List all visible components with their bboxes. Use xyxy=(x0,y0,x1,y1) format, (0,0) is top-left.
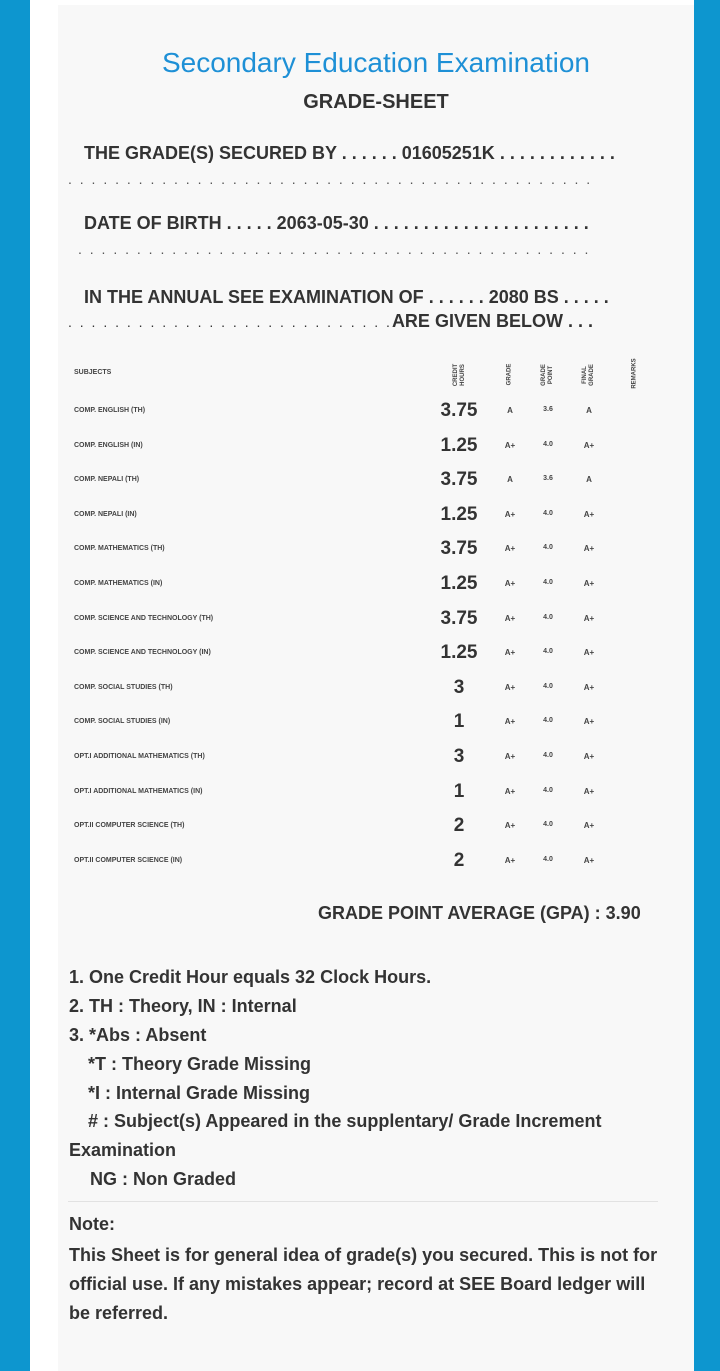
disclaimer-text: This Sheet is for general idea of grade(s) you secured. This is not for official use. If any mistakes appear; record at SEE Board ledger will be referred. xyxy=(69,1245,658,1323)
exam-year: 2080 BS xyxy=(488,287,559,307)
final-grade-cell: A+ xyxy=(583,682,595,692)
subject-cell: OPT.I ADDITIONAL MATHEMATICS (IN) xyxy=(74,787,203,795)
subject-cell: COMP. MATHEMATICS (TH) xyxy=(74,545,165,553)
subject-cell: OPT.I ADDITIONAL MATHEMATICS (TH) xyxy=(74,753,205,760)
grade-cell: A+ xyxy=(504,544,516,554)
dob-line: DATE OF BIRTH . . . . . 2063-05-30 . . . . . . . . . . . . . . . . . . . . . . xyxy=(84,213,589,233)
final-grade-cell: A+ xyxy=(583,855,595,865)
grade-cell: A+ xyxy=(504,786,516,796)
subject-cell: COMP. ENGLISH (TH) xyxy=(74,407,146,414)
divider xyxy=(68,1201,658,1202)
final-grade-cell: A+ xyxy=(583,648,595,658)
credit-hours-cell: 1.25 xyxy=(440,434,478,456)
final-grade-cell: A+ xyxy=(583,509,595,519)
dotted-line: . . . . . . . . . . . . . . . . . . . . . . . . . . . . . . . . . . . . . . . . . . . . xyxy=(78,241,591,257)
table-row xyxy=(58,677,694,701)
grade-point-cell: 4.0 xyxy=(543,682,553,690)
exam-title: Secondary Education Examination xyxy=(161,47,591,78)
grade-header: GRADE xyxy=(506,363,513,386)
credit-hours-cell: 1.25 xyxy=(440,642,478,664)
grade-point-cell: 3.6 xyxy=(543,406,553,413)
gpa-summary: GRADE POINT AVERAGE (GPA) : 3.90 xyxy=(318,903,641,923)
grade-cell: A+ xyxy=(504,648,516,658)
final-grade-cell: A+ xyxy=(583,613,595,623)
note-th-in: 2. TH : Theory, IN : Internal xyxy=(69,996,297,1016)
table-row xyxy=(58,815,694,839)
table-row xyxy=(58,435,694,459)
subject-cell: OPT.II COMPUTER SCIENCE (IN) xyxy=(74,856,183,864)
grade-point-cell: 4.0 xyxy=(543,752,553,759)
grade-cell: A+ xyxy=(504,752,516,761)
table-row xyxy=(58,504,694,528)
left-accent-bar xyxy=(0,0,30,1371)
credit-hours-cell: 2 xyxy=(453,849,465,871)
credit-hours-header: CREDIT HOURS xyxy=(453,363,466,387)
given-below-label: ARE GIVEN BELOW xyxy=(391,311,563,331)
table-row xyxy=(58,746,694,770)
final-grade-cell: A+ xyxy=(583,786,595,796)
final-grade-header: FINAL GRADE xyxy=(582,364,595,386)
grade-point-cell: 4.0 xyxy=(543,855,553,863)
grade-point-cell: 4.0 xyxy=(543,786,553,794)
secured-by-label: THE GRADE(S) SECURED BY xyxy=(84,143,337,163)
grade-point-cell: 4.0 xyxy=(543,648,553,656)
final-grade-cell: A xyxy=(586,406,592,415)
credit-hours-cell: 3.75 xyxy=(440,607,478,629)
dotted-line: . . . . . . . . . . . . . . . . . . . . . . . . . . . . . . . . . . . . . . . . . . . . . xyxy=(68,171,593,187)
subject-cell: OPT.II COMPUTER SCIENCE (TH) xyxy=(74,822,185,830)
given-below-line: . . . . . . . . . . . . . . . . . . . . . . . . . . . .ARE GIVEN BELOW . . . xyxy=(68,311,593,331)
table-row xyxy=(58,538,694,562)
final-grade-cell: A+ xyxy=(583,821,595,831)
grade-cell: A+ xyxy=(504,682,516,692)
note-internal-missing: *I : Internal Grade Missing xyxy=(88,1083,311,1103)
grade-point-cell: 3.6 xyxy=(543,475,553,483)
subjects-header: SUBJECTS xyxy=(74,369,112,376)
credit-hours-cell: 1 xyxy=(453,711,465,733)
final-grade-cell: A xyxy=(586,475,592,485)
grade-point-cell: 4.0 xyxy=(543,440,553,448)
grade-point-cell: 4.0 xyxy=(543,821,553,829)
table-row xyxy=(58,608,694,632)
grade-point-cell: 4.0 xyxy=(543,544,553,552)
grade-cell: A+ xyxy=(504,855,516,865)
note-absent: 3. *Abs : Absent xyxy=(69,1025,207,1045)
credit-hours-cell: 3.75 xyxy=(440,538,478,560)
subject-cell: COMP. NEPALI (TH) xyxy=(74,476,140,484)
right-accent-bar xyxy=(694,0,720,1371)
table-row xyxy=(58,469,694,493)
table-row xyxy=(58,711,694,735)
symbol-number: 01605251K xyxy=(401,143,495,163)
grade-point-cell: 4.0 xyxy=(543,717,553,725)
table-row xyxy=(58,781,694,805)
table-row xyxy=(58,642,694,666)
grade-cell: A xyxy=(507,475,513,485)
table-row xyxy=(58,400,694,424)
exam-label: IN THE ANNUAL SEE EXAMINATION OF xyxy=(84,287,424,307)
grade-point-cell: 4.0 xyxy=(543,613,553,621)
grade-cell: A+ xyxy=(504,509,516,519)
dob-label: DATE OF BIRTH xyxy=(84,213,222,233)
grade-point-cell: 4.0 xyxy=(543,509,553,517)
credit-hours-cell: 3.75 xyxy=(440,400,478,421)
exam-line: IN THE ANNUAL SEE EXAMINATION OF . . . . . . 2080 BS . . . . . xyxy=(84,287,609,307)
credit-hours-cell: 3 xyxy=(453,676,465,698)
grade-cell: A+ xyxy=(504,613,516,623)
final-grade-cell: A+ xyxy=(583,579,595,588)
subject-cell: COMP. ENGLISH (IN) xyxy=(74,441,143,449)
note-credit-hour: 1. One Credit Hour equals 32 Clock Hours. xyxy=(69,967,432,987)
grade-sheet-heading: GRADE-SHEET xyxy=(303,91,449,113)
subject-cell: COMP. SCIENCE AND TECHNOLOGY (IN) xyxy=(74,649,211,657)
grade-cell: A+ xyxy=(504,717,516,727)
grade-cell: A+ xyxy=(504,821,516,831)
final-grade-cell: A+ xyxy=(583,752,595,761)
grade-cell: A xyxy=(507,406,513,415)
credit-hours-cell: 1.25 xyxy=(440,573,478,594)
credit-hours-cell: 1 xyxy=(453,780,465,802)
credit-hours-cell: 2 xyxy=(453,815,465,837)
credit-hours-cell: 3.75 xyxy=(440,469,478,491)
note-supplementary: # : Subject(s) Appeared in the supplentary/ Grade Increment xyxy=(88,1111,602,1131)
subject-cell: COMP. NEPALI (IN) xyxy=(74,510,137,518)
subject-cell: COMP. SCIENCE AND TECHNOLOGY (TH) xyxy=(74,614,214,622)
grade-cell: A+ xyxy=(504,440,516,450)
subject-cell: COMP. SOCIAL STUDIES (TH) xyxy=(74,683,173,691)
credit-hours-cell: 3 xyxy=(453,746,465,767)
subject-cell: COMP. MATHEMATICS (IN) xyxy=(74,580,163,587)
table-row xyxy=(58,850,694,874)
grade-cell: A+ xyxy=(504,579,516,588)
final-grade-cell: A+ xyxy=(583,717,595,727)
grade-sheet-card xyxy=(58,5,694,1371)
final-grade-cell: A+ xyxy=(583,440,595,450)
note-theory-missing: *T : Theory Grade Missing xyxy=(88,1054,312,1074)
subject-cell: COMP. SOCIAL STUDIES (IN) xyxy=(74,718,171,726)
grade-point-cell: 4.0 xyxy=(543,579,553,586)
grade-point-header: GRADE POINT xyxy=(541,364,554,386)
dob-value: 2063-05-30 xyxy=(276,213,369,233)
note-examination: Examination xyxy=(69,1140,177,1160)
note-heading: Note: xyxy=(69,1214,115,1234)
final-grade-cell: A+ xyxy=(583,544,595,554)
table-row xyxy=(58,573,694,597)
remarks-header: REMARKS xyxy=(631,358,638,389)
note-non-graded: NG : Non Graded xyxy=(90,1169,237,1189)
secured-by-line: THE GRADE(S) SECURED BY . . . . . . 01605251K . . . . . . . . . . . . xyxy=(84,143,615,163)
credit-hours-cell: 1.25 xyxy=(440,503,478,525)
